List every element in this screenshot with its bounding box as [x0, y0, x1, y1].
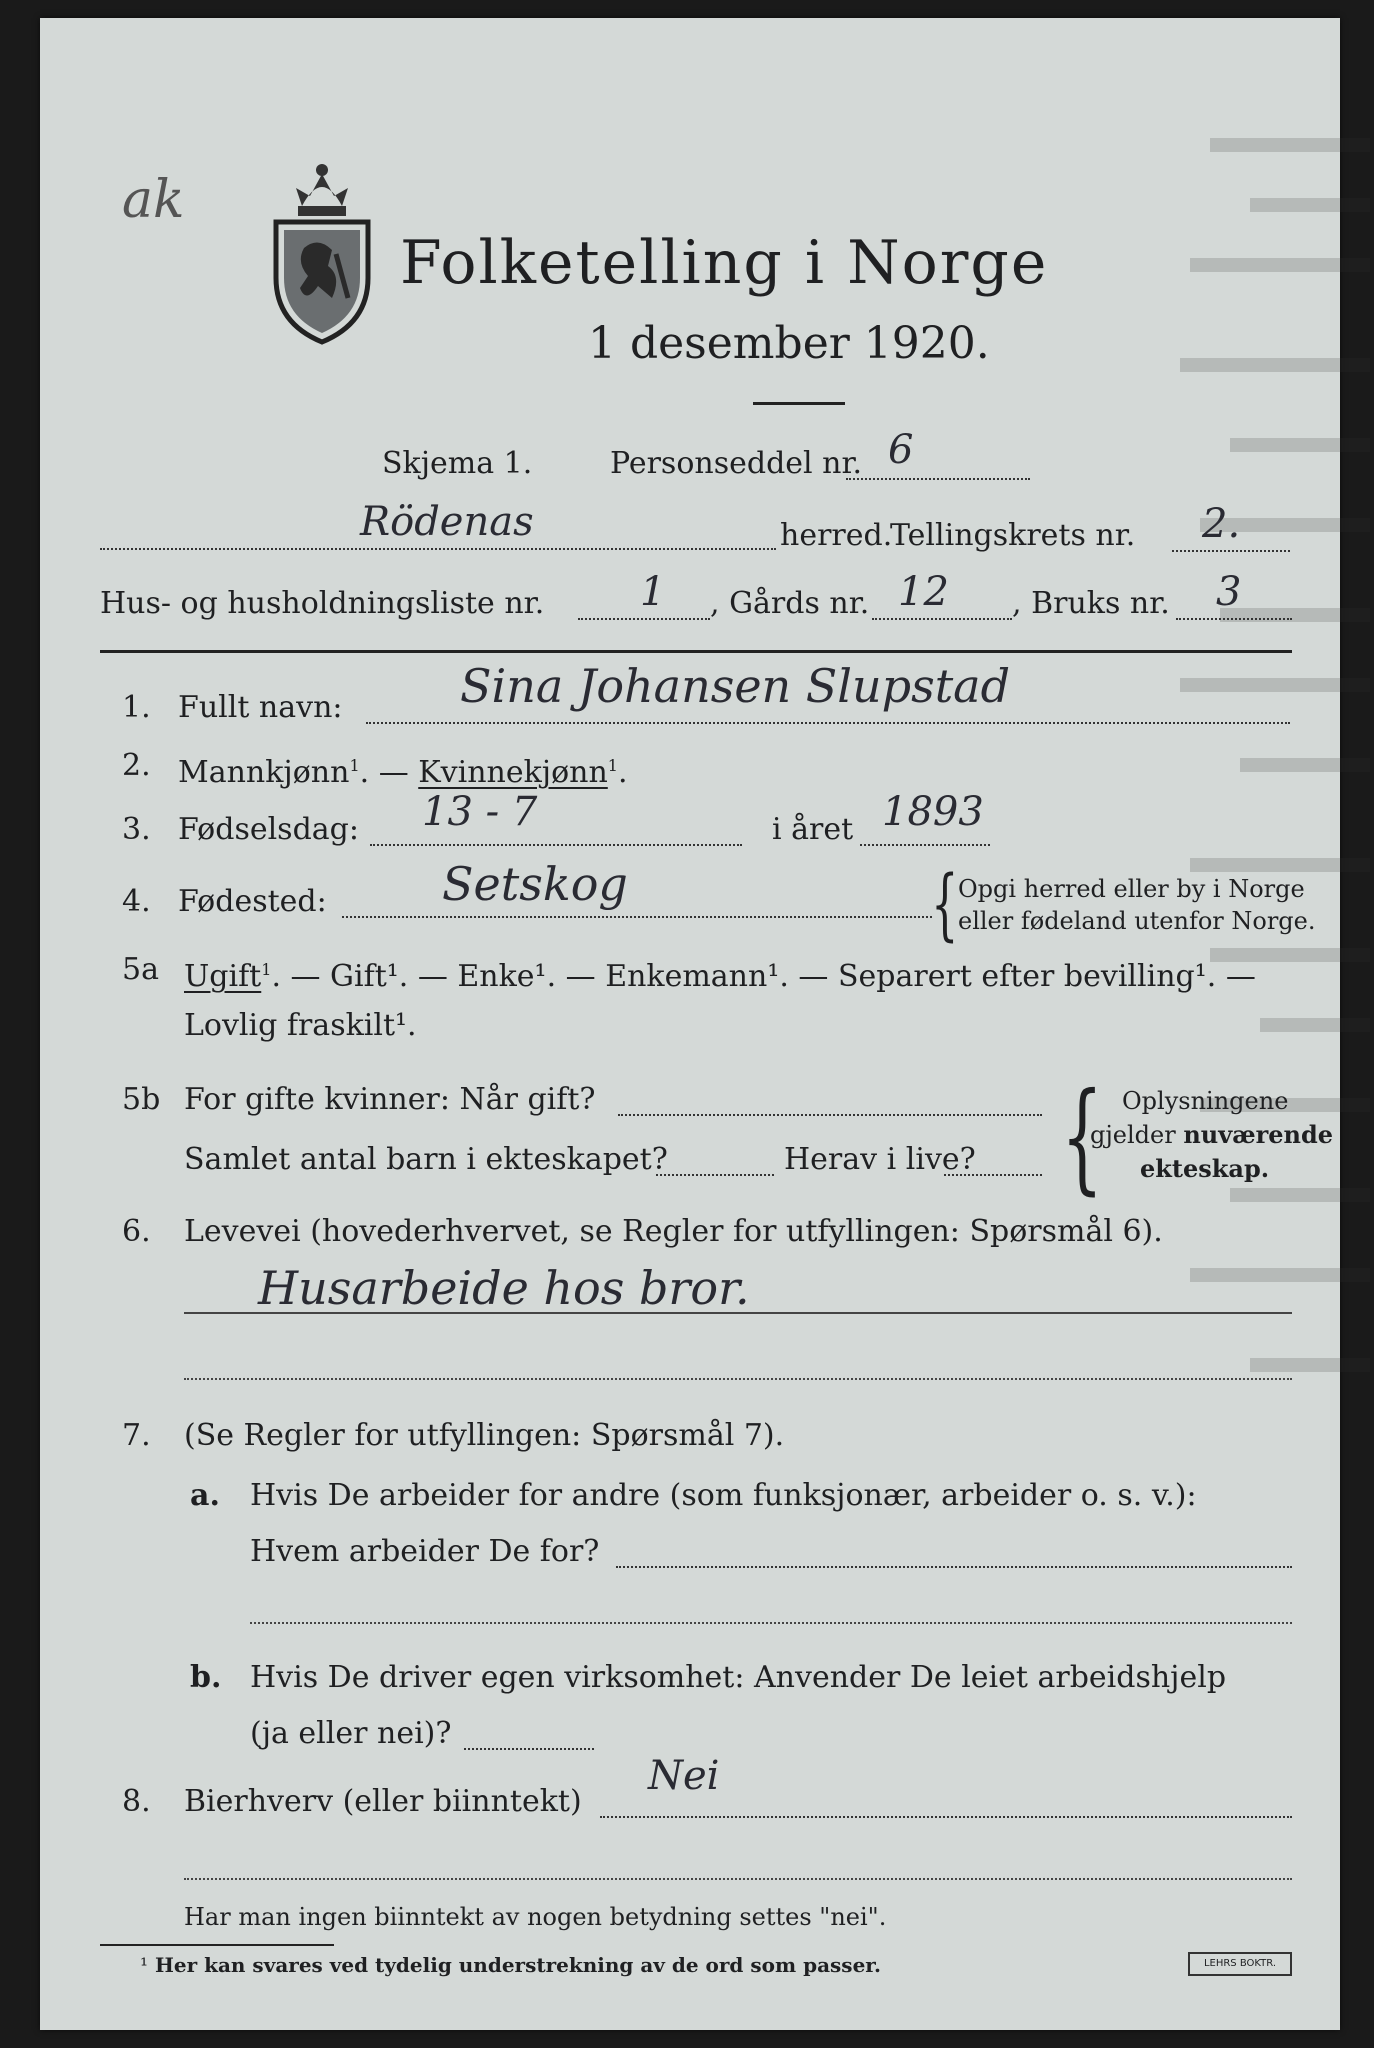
title-rule: [753, 402, 845, 405]
marital-unmarried: Ugift: [184, 959, 262, 994]
q7b-line2: (ja eller nei)?: [250, 1716, 452, 1751]
q5b-alive-line: [944, 1174, 1042, 1176]
tellingskrets-line: [1172, 550, 1290, 552]
footnote-ref: 1: [349, 756, 360, 775]
q7a-line: [616, 1566, 1292, 1568]
q5b-note-line3: ekteskap.: [1140, 1154, 1270, 1183]
year-line: [860, 844, 990, 846]
q6-label: Levevei (hovederhvervet, se Regler for utfyllingen: Spørsmål 6).: [184, 1214, 1163, 1249]
brace: {: [1061, 1068, 1104, 1207]
census-date: 1 desember 1920.: [588, 318, 990, 369]
gender-male: Mannkjønn: [178, 755, 350, 790]
year-label: i året: [772, 812, 854, 847]
q2-gender: [178, 748, 628, 791]
full-name-value: Sina Johansen Slupstad: [460, 659, 1011, 713]
q6-line: [184, 1312, 1292, 1314]
q4-number: 4.: [122, 884, 151, 919]
norway-coat-of-arms-icon: [262, 158, 382, 348]
q7-label: (Se Regler for utfyllingen: Spørsmål 7).: [184, 1418, 785, 1453]
q5b-note-line2: [1090, 1120, 1333, 1150]
q5b-children-line: [656, 1174, 774, 1176]
birthdate-value: 13 - 7: [422, 789, 538, 835]
q7a-line1: Hvis De arbeider for andre (som funksjonær, arbeider o. s. v.):: [250, 1478, 1197, 1513]
q5b-number: 5b: [122, 1082, 161, 1117]
q1-label: Fullt navn:: [178, 690, 343, 725]
footnote-text: Her kan svares ved tydelig understrekning av de ord som passer.: [148, 1953, 881, 1977]
q5a-number: 5a: [122, 952, 159, 987]
no-income-note: Har man ingen biinntekt av nogen betydning settes "nei".: [184, 1903, 887, 1931]
q7a-letter: a.: [190, 1478, 220, 1513]
personseddel-value: 6: [888, 427, 914, 473]
q5b-married-line: [618, 1114, 1042, 1116]
gender-end: .: [617, 755, 628, 790]
bruks-value: 3: [1216, 569, 1242, 615]
q1-number: 1.: [122, 690, 151, 725]
brace: {: [931, 860, 959, 950]
q4-label: Fødested:: [178, 884, 327, 919]
q8-line2: [184, 1878, 1292, 1880]
gards-value: 12: [898, 569, 949, 615]
printer-stamp: LEHRS BOKTR.: [1188, 1952, 1292, 1976]
census-form: [40, 18, 1340, 2030]
q6-line2: [184, 1378, 1292, 1380]
gards-label: , Gårds nr.: [710, 586, 870, 621]
schema-label: Skjema 1.: [382, 446, 533, 481]
q8-label: Bierhverv (eller biinntekt): [184, 1784, 582, 1819]
q8-line: [600, 1816, 1292, 1818]
q4-note-line2: eller fødeland utenfor Norge.: [958, 907, 1316, 935]
q5b-married-label: For gifte kvinner: Når gift?: [184, 1082, 596, 1117]
footnote-ref: 1: [607, 756, 618, 775]
footnote: [140, 1952, 881, 1978]
q4-line: [342, 916, 932, 918]
herred-value: Rödenas: [360, 499, 534, 545]
bleed-through-text: [1170, 138, 1370, 1538]
personseddel-label: Personseddel nr.: [610, 446, 863, 481]
q8-number: 8.: [122, 1784, 151, 1819]
birthplace-value: Setskog: [442, 857, 628, 911]
q5a-line2: Lovlig fraskilt¹.: [184, 1008, 417, 1043]
tellingskrets-label: Tellingskrets nr.: [890, 518, 1136, 553]
q5b-alive-label: Herav i live?: [784, 1142, 976, 1177]
q2-number: 2.: [122, 748, 151, 783]
side-income-value: Nei: [648, 1753, 720, 1799]
q7b-line: [464, 1748, 594, 1750]
footnote-ref: 1: [261, 960, 272, 979]
gender-sep: . —: [359, 755, 419, 790]
q5a-options: [184, 952, 1256, 995]
birth-year-value: 1893: [882, 789, 984, 835]
q3-label: Fødselsdag:: [178, 812, 359, 847]
bruks-label: , Bruks nr.: [1012, 586, 1170, 621]
q7a-line2: Hvem arbeider De for?: [250, 1534, 600, 1569]
q5b-note-line2-b: nuværende: [1183, 1120, 1334, 1149]
q6-number: 6.: [122, 1214, 151, 1249]
q7-number: 7.: [122, 1418, 151, 1453]
q5b-children-label: Samlet antal barn i ekteskapet?: [184, 1142, 668, 1177]
marital-others: . — Gift¹. — Enke¹. — Enkemann¹. — Separert efter bevilling¹. —: [271, 959, 1256, 994]
tellingskrets-value: 2.: [1202, 501, 1241, 547]
header-divider: [100, 650, 1292, 653]
q5b-note-line1: Oplysningene: [1122, 1087, 1289, 1115]
q7a-line2-rule: [250, 1622, 1292, 1624]
form-title: Folketelling i Norge: [400, 228, 1049, 298]
footnote-mark: ¹: [140, 1953, 149, 1977]
herred-line: [100, 548, 776, 550]
household-list-label: Hus- og husholdningsliste nr.: [100, 586, 545, 621]
q7b-line1: Hvis De driver egen virksomhet: Anvender De leiet arbeidshjelp: [250, 1660, 1227, 1695]
gards-line: [872, 618, 1012, 620]
q3-number: 3.: [122, 812, 151, 847]
q3-line: [370, 844, 742, 846]
q1-line: [366, 722, 1290, 724]
herred-label: herred.: [780, 518, 893, 553]
gender-female: Kvinnekjønn: [418, 755, 608, 790]
q5b-note-line2-a: gjelder: [1090, 1121, 1184, 1149]
household-list-line: [578, 618, 710, 620]
occupation-value: Husarbeide hos bror.: [258, 1261, 750, 1315]
handwritten-initials: ak: [122, 170, 185, 230]
bruks-line: [1176, 618, 1292, 620]
q7b-letter: b.: [190, 1660, 222, 1695]
q4-note-line1: Opgi herred eller by i Norge: [958, 875, 1305, 903]
footnote-rule: [100, 1944, 334, 1946]
household-list-value: 1: [640, 569, 666, 615]
personseddel-line: [846, 478, 1030, 480]
